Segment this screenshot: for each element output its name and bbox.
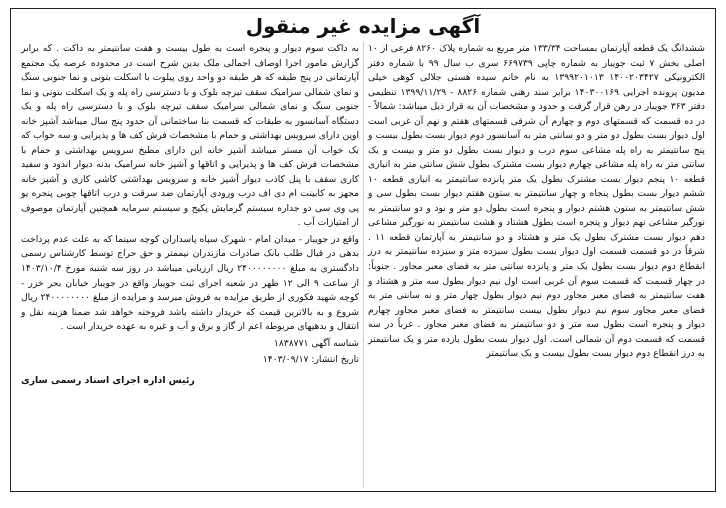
paragraph: ششدانگ یک قطعه آپارتمان بمساحت ۱۳۳/۳۴ متر مربع به شماره پلاک ۸۲۶۰ فرعی از ۱۰ اصلی بخش ۷ ثبت جویبار به شماره چاپی ۶۶۹۷۳۹ سری ب سال ۹۹ با شماره دفتر الکترونیکی ۱۴۰۰۲۰۳۴۲۷ ۱۳۹۹۲۰۱۰۱۳ به نام خانم سیده هستی جلالی کوهی خیلی مدیون پرونده اجرایی ۱۴۰۳۰۰۱۶۹ برابر سند رهنی شماره ۸۸۲۶ - ۱۳۹۹/۱۱/۲۹ تنظیمی دفتر ۳۶۳ جویبار در رهن قرار گرفت و حدود و مشخصات آن به قرار ذیل میباشد: شمالاً - در ده قسمت که قسمتهای دوم و چهارم آن شرقی قسمتهای هفتم و نهم آن غربی است اول دیوار بست بطول دو متر و دو سانتی متر به آسانسور دوم دیوار بست بطول بیست و پنج سانتیمتر به راه پله مشاعی سوم درب و دیوار بست بطول دو متر و بیست و یک سانتی متر به راه پله مشاعی چهارم دیوار بست مشترک بطول شش سانتی متر به انباری قطعه ۱۰ پنجم دیوار بست مشترک بطول یک متر پانزده سانتیمتر به انباری قطعه ۱۰ ششم دیوار بست بطول پنجاه و چهار سانتیمتر به ستون هفتم دیوار بست بطول سی و شش سانتیمتر به ستون هشتم دیوار و پنجره است بطول دو متر و نود و دو سانتیمتر به نورگیر مشاعی نهم دیوار و پنجره است بطول هشتاد و هشت سانتیمتر به نورگیر مشاعی دهم دیوار بست مشترک بطول یک متر و هشتاد و دو سانتیمتر به آپارتمان قطعه ۱۱ . شرقاً در دو قسمت قسمت اول دیوار بست بطول سیزده متر و سیزده سانتیمتر به درز انقطاع دوم دیوار بست بطول یک متر و پانزده سانتی متر به فضای معبر مجاور . جنوباً: در چهار قسمت که قسمت سوم آن غربی است اول نیم دیوار بطول سه متر و هشتاد و هفت سانتیمتر به فضای معبر مجاور دوم نیم دیوار بطول چهار متر و نه سانتی متر به فضای معبر مجاور سوم نیم دیوار بطول بیست سانتیمتر به فضای معبر مجاور چهارم دیوار و پنجره است بطول سه متر و دو سانتیمتر به فضای معبر مجاور . غرباً در سه قسمت که قسمت دوم آن شمالی است. اول دیوار بست بطول یازده متر و یک سانتیمتر به درز انقطاع دوم دیوار بست بطول بیست و یک سانتیمتر [368, 43, 706, 360]
notice-number: شناسه آگهی ۱۸۳۸۷۷۱ [273, 337, 359, 349]
notice-body [11, 42, 715, 488]
left-column [17, 42, 363, 488]
right-column [363, 42, 709, 488]
paragraph: واقع در جویبار - میدان امام - شهرک سپاه پاسداران کوچه سینما که به علت عدم پرداخت بدهی در قبال طلب بانک صادرات مازندران نیممتر و حق حراج توسط کارشناس رسمی دادگستری به مبلغ ۲۴۰۰۰۰۰۰۰۰ ریال ارزیابی میباشد در روز سه شنبه مورخ ۱۴۰۳/۱۰/۴ از ساعت ۹ الی ۱۲ ظهر در شعبه اجرای ثبت جویبار واقع در جویبار خیابان بحر خزر - کوچه شهید فکوری از طریق مزایده به فروش میرسد و مزایده از مبلغ ۲۴۰۰۰۰۰۰۰۰ ریال شروع و به بالاترین قیمت که خریدار داشته باشد فروخته خواهد شد ضمنا هزینه نقل و انتقال و بدهیهای مربوطه اعم از گاز و برق و آب و غیره به عهده خریدار است . [21, 233, 360, 333]
notice-page [10, 8, 716, 492]
signature: رئیس اداره اجرای اسناد رسمی ساری [21, 374, 195, 386]
publish-date: تاریخ انتشار: ۱۴۰۳/۰۹/۱۷ [262, 354, 359, 366]
notice-title: آگهی مزایده غیر منقول [245, 14, 481, 38]
paragraph: به داکت سوم دیوار و پنجره است به طول بیست و هفت سانتیمتر به داکت . که برابر گزارش مامور اجرا اوصاف اجمالی ملک بدین شرح است در محدوده عرصه یک مجتمع آپارتمانی در پنج طبقه که هر طبقه دو واحد روی پیلوت با اسکلت بتونی و نما جنوبی سنگ و نمای شمالی سرامیک سقف تیرچه بلوک و با دسترسی راه پله و یک اسکلت بتونی و نما جنوبی سنگ و نمای شمالی سرامیک سقف تیرچه بلوک و با دسترسی راه پله و یک دستگاه آسانسور به طبقات که قسمت بنا ساختمانی آن حدود پنج سال میباشد آشپز خانه اوپن دارای سرویس بهداشتی و حمام با مشخصات فرش کف ها و پذیرایی و سه خواب که یک خواب آن مستر میباشد آشپز خانه این دارای مطبخ سرویس بهداشتی و حمام با مشخصات فرش کف ها و پذیرایی و اتاقها و آشپز خانه سرامیک بدنه دیوار اندود و سفید کاری سقف با پنل کاذب دیوار آشپز خانه و سرویس بهداشتی کاشی کاری و آشپز خانه مجهز به کابینت ام دی اف درب ورودی آپارتمان ضد سرقت و درب اتاقها چوبی پنجره یو پی وی سی دو جداره سیستم گرمایش پکیج و سیستم سرمایه همچنین آپارتمان موصوف از امتیازات آب . [21, 43, 359, 229]
